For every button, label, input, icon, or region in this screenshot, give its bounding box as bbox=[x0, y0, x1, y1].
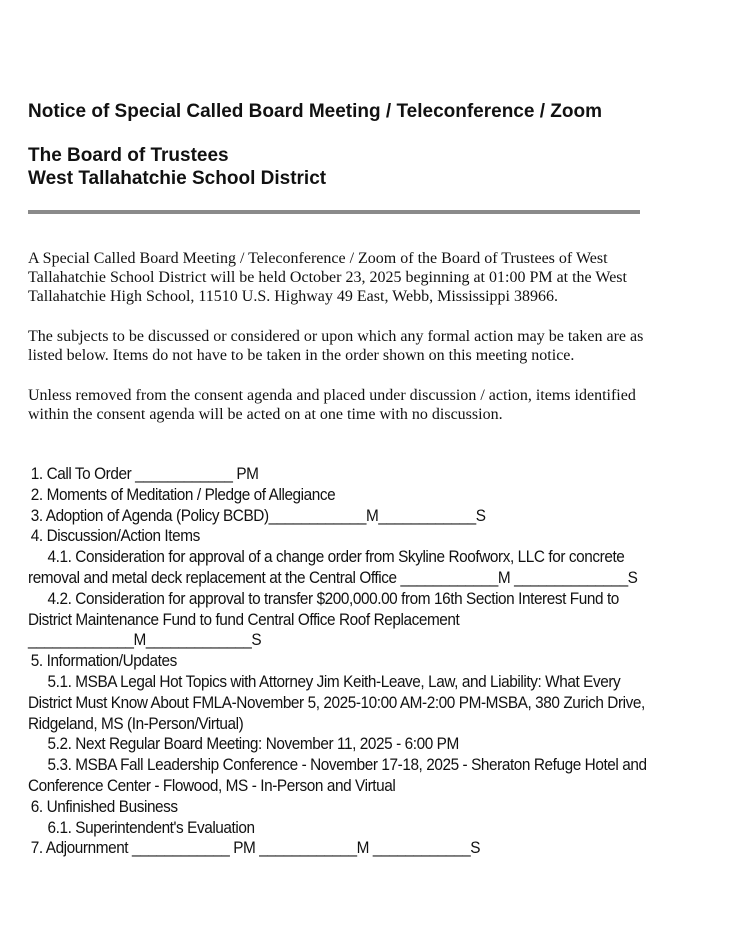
district-name: West Tallahatchie School District bbox=[28, 168, 327, 189]
agenda-item: 1. Call To Order ____________ PM bbox=[30, 465, 259, 483]
divider bbox=[28, 210, 640, 214]
agenda-subitem: 4.1. Consideration for approval of a change order from Skyline Roofworx, LLC for concrete bbox=[47, 548, 625, 567]
agenda-subitem-cont: Ridgeland, MS (In-Person/Virtual) bbox=[28, 714, 244, 733]
agenda-list bbox=[28, 464, 647, 859]
agenda-subitem-cont: removal and metal deck replacement at the Central Office ____________M ______________S bbox=[28, 568, 638, 587]
agenda-subitem: 5.2. Next Regular Board Meeting: November 11, 2025 - 6:00 PM bbox=[47, 735, 459, 754]
agenda-subitem-cont: _____________M_____________S bbox=[28, 631, 262, 650]
agenda-subitem: 5.1. MSBA Legal Hot Topics with Attorney Jim Keith-Leave, Law, and Liability: What Every bbox=[47, 672, 621, 691]
agenda-subitem: 6.1. Superintendent's Evaluation bbox=[47, 818, 255, 837]
text-line: listed below. Items do not have to be taken in the order shown on this meeting notice. bbox=[28, 347, 575, 364]
text-line: Tallahatchie High School, 11510 U.S. Highway 49 East, Webb, Mississippi 38966. bbox=[28, 288, 558, 305]
subjects-paragraph bbox=[28, 327, 728, 365]
agenda-item: 6. Unfinished Business bbox=[30, 797, 178, 816]
notice-title: Notice of Special Called Board Meeting / Teleconference / Zoom bbox=[28, 101, 602, 122]
text-line: Tallahatchie School District will be held October 23, 2025 beginning at 01:00 PM at the West bbox=[28, 269, 627, 286]
text-line: within the consent agenda will be acted on at one time with no discussion. bbox=[28, 406, 503, 423]
agenda-item: 3. Adoption of Agenda (Policy BCBD)____________M____________S bbox=[30, 506, 486, 525]
agenda-subitem: 4.2. Consideration for approval to transfer $200,000.00 from 16th Section Interest Fund to bbox=[47, 589, 619, 608]
text-line: The subjects to be discussed or considered or upon which any formal action may be taken are as bbox=[28, 328, 644, 345]
text-line: Unless removed from the consent agenda and placed under discussion / action, items identified bbox=[28, 387, 636, 404]
agenda-subitem-cont: District Maintenance Fund to fund Central Office Roof Replacement bbox=[28, 610, 460, 629]
agenda-subitem-cont: District Must Know About FMLA-November 5, 2025-10:00 AM-2:00 PM-MSBA, 380 Zurich Drive, bbox=[28, 693, 645, 712]
consent-paragraph bbox=[28, 386, 728, 424]
agenda-item: 5. Information/Updates bbox=[30, 652, 177, 671]
agenda-item: 2. Moments of Meditation / Pledge of Allegiance bbox=[30, 485, 336, 504]
text-line: A Special Called Board Meeting / Teleconference / Zoom of the Board of Trustees of West bbox=[28, 250, 608, 267]
agenda-item: 4. Discussion/Action Items bbox=[30, 527, 200, 546]
meeting-paragraph bbox=[28, 249, 728, 306]
agenda-item: 7. Adjournment ____________ PM ____________M ____________S bbox=[30, 839, 481, 858]
agenda-subitem: 5.3. MSBA Fall Leadership Conference - November 17-18, 2025 - Sheraton Refuge Hotel and bbox=[47, 756, 647, 775]
agenda-subitem-cont: Conference Center - Flowood, MS - In-Person and Virtual bbox=[28, 776, 396, 795]
board-name: The Board of Trustees bbox=[28, 145, 229, 166]
